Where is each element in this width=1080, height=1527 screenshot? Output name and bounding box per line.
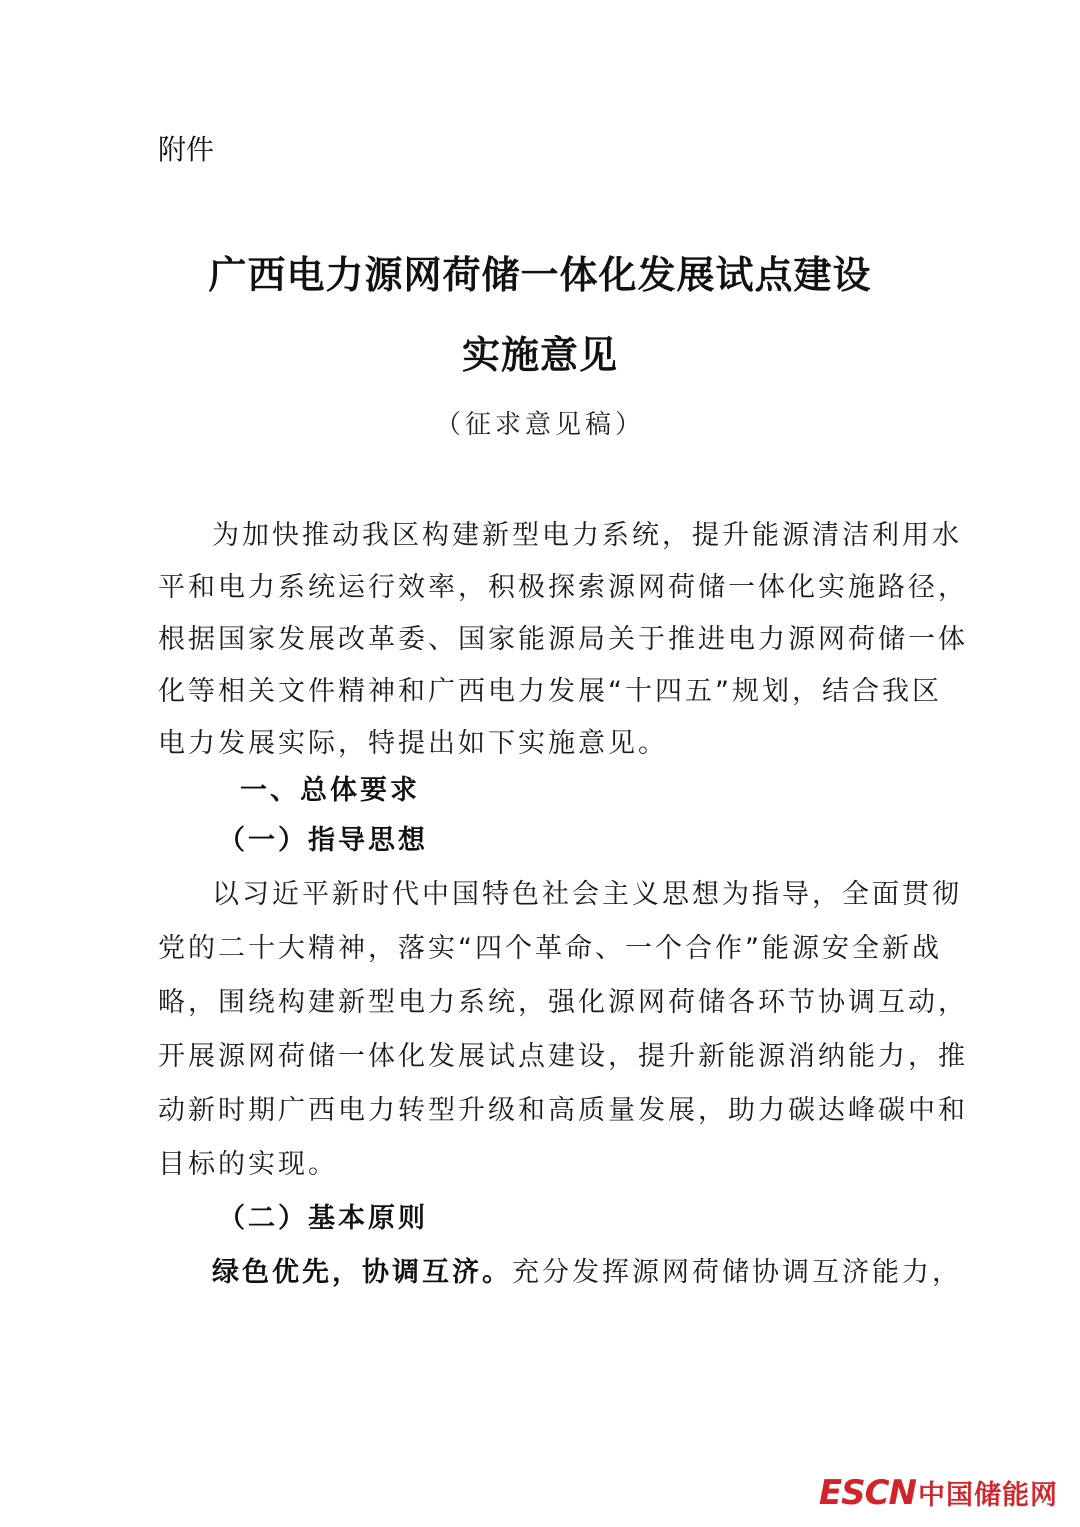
paragraph-line: 略，围绕构建新型电力系统，强化源网荷储各环节协调互动，: [158, 987, 968, 1018]
section-heading-1: 一、总体要求: [240, 775, 420, 806]
paragraph-line: 以习近平新时代中国特色社会主义思想为指导，全面贯彻: [212, 879, 962, 910]
paragraph-line: 动新时期广西电力转型升级和高质量发展，助力碳达峰碳中和: [158, 1095, 968, 1126]
attachment-label: 附件: [158, 133, 215, 166]
document-title-line-1: 广西电力源网荷储一体化发展试点建设: [208, 252, 872, 297]
paragraph-line: 为加快推动我区构建新型电力系统，提升能源清洁利用水: [212, 520, 962, 551]
paragraph-line: 开展源网荷储一体化发展试点建设，提升新能源消纳能力，推: [158, 1041, 968, 1072]
watermark-en: ESCN: [818, 1473, 916, 1513]
paragraph-line: 平和电力系统运行效率，积极探索源网荷储一体化实施路径，: [158, 572, 968, 603]
principle-text: 充分发挥源网荷储协调互济能力，: [512, 1257, 962, 1288]
watermark-cn: 中国储能网: [918, 1480, 1058, 1511]
paragraph-line: 目标的实现。: [158, 1149, 338, 1180]
escn-watermark-logo: [819, 1473, 1058, 1513]
section-heading-1-2: （二）基本原则: [218, 1203, 428, 1234]
principle-line: [212, 1250, 992, 1289]
paragraph-line: 电力发展实际，特提出如下实施意见。: [158, 728, 668, 759]
paragraph-line: 党的二十大精神，落实“四个革命、一个合作”能源安全新战: [158, 933, 942, 964]
paragraph-line: 根据国家发展改革委、国家能源局关于推进电力源网荷储一体: [158, 624, 968, 655]
document-title-line-2: 实施意见: [461, 332, 618, 377]
principle-bold-lead: 绿色优先，协调互济。: [212, 1257, 512, 1288]
section-heading-1-1: （一）指导思想: [218, 825, 428, 856]
paragraph-line: 化等相关文件精神和广西电力发展“十四五”规划，结合我区: [158, 676, 942, 707]
document-subtitle: （征求意见稿）: [434, 410, 645, 440]
